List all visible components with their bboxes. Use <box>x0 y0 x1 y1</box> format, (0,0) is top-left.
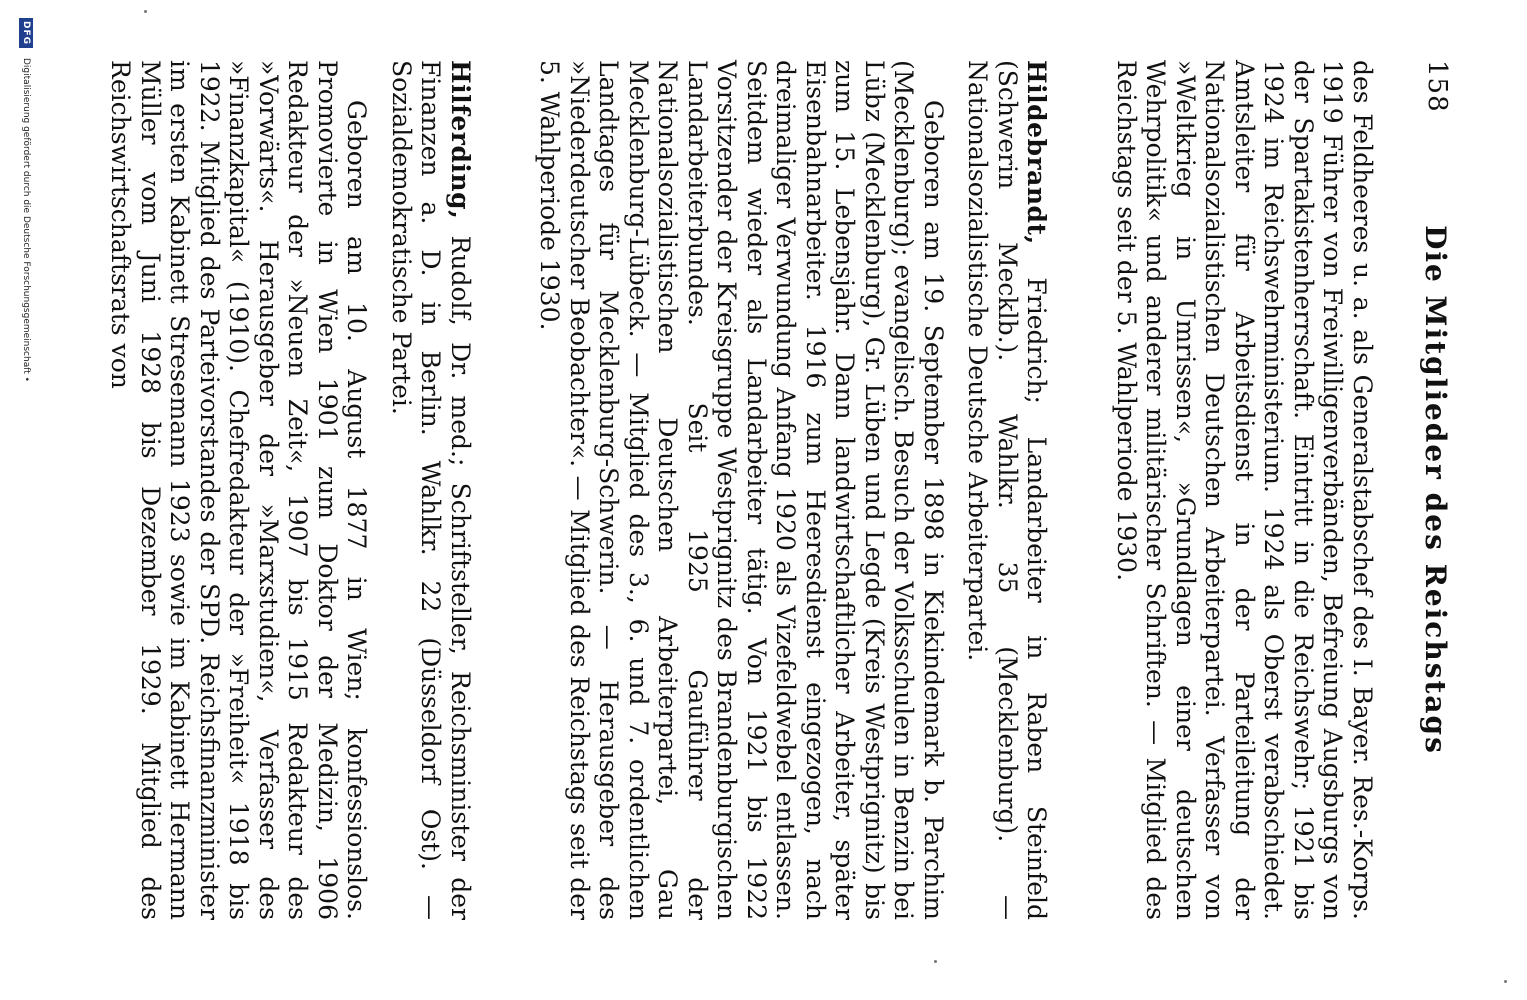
running-head: Die Mitglieder des Reichstags <box>1419 225 1452 755</box>
scan-speck <box>934 960 937 963</box>
page-number: 158 <box>1422 60 1452 113</box>
credit-text: Digitalisierung gefördert durch die Deutsche Forschungsgemeinschaft • <box>21 58 31 382</box>
entry-intro: Friedrich; Landarbeiter in Raben Steinfeld (Schwerin Mecklb.). Wahlkr. 35 (Mecklenburg). — Nationalsozialistische Deutsche Arbeiterpartei. <box>963 60 1052 920</box>
entry-hilferding-biography: Geboren am 10. August 1877 in Wien; konfessionslos. Promovierte in Wien 1901 zum Doktor der Medizin, 1906 Redakteur der »Neuen Zeit«, 1907 bis 1915 Redakteur des »Vorwärts«. Herausgeber der »Marxstudien«, Verfasser des »Finanzkapital« (1910). Chefredakteur der »Freiheit« 1918 bis 1922. Mitglied des Parteivorstandes der SPD. Reichsfinanzminister im ersten Kabinett Stresemann 1923 sowie im Kabinett Hermann Müller vom Juni 1928 bis Dezember 1929. Mitglied des Reichswirtschaftsrats von <box>106 60 372 920</box>
entry-intro: Rudolf, Dr. med.; Schriftsteller, Reichsminister der Finanzen a. D. in Berlin. Wahlkr. 22 (Düsseldorf Ost). — Sozialdemokratische Partei. <box>387 60 475 920</box>
entry-name: Hildebrandt, <box>1022 60 1052 245</box>
entry-hilferding-heading <box>387 60 476 920</box>
entry-hildebrandt-biography: Geboren am 19. September 1898 in Kiekindemark b. Parchim (Mecklenburg); evangelisch. Besuch der Volksschulen in Benzin bei Lübz (Mecklenburg), Gr. Lüben und Legde (Kreis Westprignitz) bis zum 15. Lebensjahr. Dann landwirtschaftlicher Arbeiter, später Eisenbahnarbeiter. 1916 zum Heeresdienst eingezogen, nach dreimaliger Verwundung Anfang 1920 als Vizefeldwebel entlassen. Seitdem wieder als Landarbeiter tätig. Von 1921 bis 1922 Vorsitzender der Kreisgruppe Westprignitz des Brandenburgischen Landarbeiterbundes. Seit 1925 Gauführer der Nationalsozialistischen Deutschen Arbeiterpartei, Gau Mecklenburg-Lübeck. — Mitglied des 3., 6. und 7. ordentlichen Landtages für Mecklenburg-Schwerin. — Herausgeber des »Niederdeutscher Beobachter«. — Mitglied des Reichstags seit der 5. Wahlperiode 1930. <box>535 60 948 920</box>
dfg-logo-icon: DFG <box>19 18 33 48</box>
page-body <box>106 60 1377 920</box>
scan-speck <box>144 10 147 13</box>
entry-name: Hilferding, <box>446 60 475 220</box>
scan-speck <box>1504 980 1507 983</box>
continuation-paragraph: des Feldheeres u. a. als Generalstabschef des I. Bayer. Res.-Korps. 1919 Führer von Freiwilligenverbänden, Befreiung Augsburgs von der Spartakistenherrschaft. Eintritt in die Reichswehr; 1921 bis 1924 im Reichswehrministerium. 1924 als Oberst verabschiedet. Amtsleiter für Arbeitsdienst in der Parteileitung der Nationalsozialistischen Deutschen Arbeiterpartei. Verfasser von »Weltkrieg in Umrissen«, »Grundlagen einer deutschen Wehrpolitik« und anderer militärischer Schriften. — Mitglied des Reichstags seit der 5. Wahlperiode 1930. <box>1112 60 1377 920</box>
page-header <box>1412 60 1452 920</box>
entry-hildebrandt-heading <box>963 60 1052 920</box>
digitization-credit <box>15 18 37 978</box>
